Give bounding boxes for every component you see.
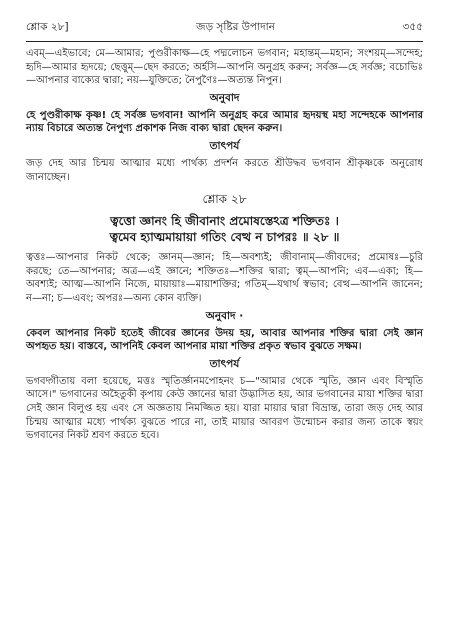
- purport-heading-1: তাৎপর্য: [209, 139, 240, 152]
- translation-heading-2: অনুবাদ ·: [205, 309, 244, 322]
- translation-heading-1: অনুবাদ: [209, 91, 240, 104]
- synonyms-continued: এবম্—এইভাবে; মে—আমার; পুণ্ডরীকাক্ষ—হে পদ্মলোচন ভগবান; মহান্তম্—মহান; সংশয়ম্—সন্দেহ; হৃদি—আমার হৃদয়ে; ছেত্তুম্—ছেদ করতে; অর্হসি—আপনি অনুগ্রহ করুন; সর্বজ্ঞ—হে সর্বজ্ঞ; বচোভিঃ—আপনার বাক্যের দ্বারা; নয়—যুক্তিতে; নৈপুণৈঃ—অত্যন্ত নিপুন।: [26, 48, 423, 87]
- purport-text-1: জড় দেহ আর চিন্ময় আত্মার মধ্যে পার্থক্য প্রদর্শন করতে শ্রীউদ্ধব ভগবান শ্রীকৃষ্ণকে অনুরোধ জানাচ্ছেন।: [26, 157, 423, 183]
- page-number: ৩৫৫: [402, 21, 423, 33]
- translation-text-1: হে পুণ্ডরীকাক্ষ কৃষ্ণ! হে সর্বজ্ঞ ভগবান! আপনি অনুগ্রহ করে আমার হৃদয়স্থ মহা সন্দেহকে আপনার ন্যায় বিচারে অত্যন্ত নৈপুণ্য প্রকাশক নিজ বাক্য দ্বারা ছেদন করুন।: [26, 109, 423, 135]
- synonyms-verse-28: ত্বত্তঃ—আপনার নিকট থেকে; জ্ঞানম্—জ্ঞান; হি—অবশ্যই; জীবানাম্—জীবদের; প্রমোষঃ—চুরি করছে; তে—আপনার; অত্র—এই জ্ঞানে; শক্তিতঃ—শক্তির দ্বারা; ত্বম্—আপনি; এব—একা; হি—অবশ্যই; আত্ম—আপনি নিজে, মায়ায়াঃ—মায়াশক্তির; গতিম্—যথার্থ স্বভাব; বেত্থ—আপনি জানেন; ন—না; চ—এবং; অপরঃ—অন্য কোন ব্যক্তি।: [26, 252, 423, 304]
- purport-text-2: ভগবদ্গীতায় বলা হয়েছে, মত্তঃ স্মৃতির্জ্ঞানমপোহনং চ—"আমার থেকে স্মৃতি, জ্ঞান এবং বিস্মৃতি আসে।" ভগবানের অহৈতুকী কৃপায় কেউ জ্ঞানের দ্বারা উদ্ভাসিত হয়, আর ভগবানের মায়া শক্তির দ্বারা সেই জ্ঞান বিলুপ্ত হয় এবং সে অজ্ঞতায় নিমজ্জিত হয়। যারা মায়ার দ্বারা বিভ্রান্ত, তারা জড় দেহ আর চিন্ময় আত্মার মধ্যে পার্থক্য বুঝতে পারে না, তাই মায়ার আবরণ উন্মোচন করার জন্য তাকে স্বয়ং ভগবানের নিকট শ্রবণ করতে হবে।: [26, 375, 423, 442]
- translation-text-2: কেবল আপনার নিকট হতেই জীবের জ্ঞানের উদয় হয়, আবার আপনার শক্তির দ্বারা সেই জ্ঞান অপহৃত হয়। বাস্তবে, আপনিই কেবল আপনার মায়া শক্তির প্রকৃত স্বভাব বুঝতে সক্ষম।: [26, 327, 423, 353]
- purport-heading-2: তাৎপর্য: [209, 357, 240, 370]
- page-header: [26, 20, 423, 42]
- verse-title: শ্লোক ২৮: [202, 192, 247, 207]
- verse-line-1: ত্বত্তো জ্ঞানং হি জীবানাং প্রমোষস্তেঽত্র শক্তিতঃ ।: [110, 214, 339, 229]
- verse-reference: শ্লোক ২৮]: [26, 21, 69, 33]
- verse-line-2: ত্বমেব হ্যাত্মমায়ায়া গতিং বেত্থ ন চাপরঃ ॥ ২৮ ॥: [109, 230, 340, 245]
- chapter-title: জড় সৃষ্টির উপাদান: [196, 21, 275, 33]
